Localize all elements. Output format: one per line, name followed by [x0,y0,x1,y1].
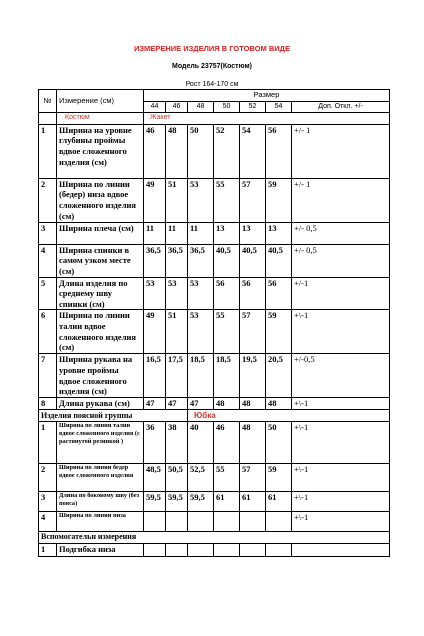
tolerance-value: +/- 0,5 [292,244,390,277]
size-value-52: 54 [240,124,266,178]
size-value-52 [240,512,266,532]
size-value-48: 53 [188,178,214,222]
size-value-46: 38 [166,422,188,464]
tolerance-value: +\-1 [292,464,390,492]
size-value-44: 36,5 [144,244,166,277]
size-value-44 [144,512,166,532]
table-row [39,543,390,556]
table-row [39,464,390,492]
tolerance-value: +/- 0,5 [292,222,390,244]
tolerance-value: +/-0,5 [292,354,390,398]
table-row [39,512,390,532]
size-value-48: 11 [188,222,214,244]
size-value-50: 55 [214,310,240,354]
size-value-50: 52 [214,124,240,178]
size-value-46: 51 [166,310,188,354]
size-value-46: 11 [166,222,188,244]
size-value-50: 40,5 [214,244,240,277]
size-value-50: 56 [214,277,240,310]
size-value-52: 57 [240,178,266,222]
size-value-44: 46 [144,124,166,178]
size-value-44: 49 [144,310,166,354]
table-row [39,398,390,410]
row-description: Ширина рукава на уровне проймы вдвое сложенного изделия (см) [57,354,144,398]
row-number: 1 [39,422,57,464]
table-row [39,492,390,512]
size-value-46: 47 [166,398,188,410]
size-value-48: 40 [188,422,214,464]
row-number: 1 [39,543,57,556]
empty-cell [292,543,390,556]
empty-cell [166,543,188,556]
size-value-54: 40,5 [266,244,292,277]
size-value-52: 57 [240,310,266,354]
row-description: Ширина по линии (бедер) низа вдвое сложенного изделия (см) [57,178,144,222]
size-value-48: 53 [188,310,214,354]
row-number: 4 [39,512,57,532]
size-value-44: 53 [144,277,166,310]
size-value-50: 48 [214,398,240,410]
tolerance-value: +\-1 [292,398,390,410]
col-header-measure: Измерение (см) [57,90,144,113]
table-row [39,354,390,398]
size-header-52: 52 [240,101,266,113]
size-value-50: 55 [214,178,240,222]
table-row [39,124,390,178]
empty-cell [188,543,214,556]
row-description: Подгибка низа [57,543,144,556]
row-number: 4 [39,244,57,277]
page-title: ИЗМЕРЕНИЕ ИЗДЕЛИЯ В ГОТОВОМ ВИДЕ [133,44,291,53]
size-value-54: 59 [266,178,292,222]
tolerance-value: +/- 1 [292,124,390,178]
table-row [39,277,390,310]
size-value-52: 57 [240,464,266,492]
tolerance-value: +/-1 [292,277,390,310]
size-value-44: 59,5 [144,492,166,512]
size-value-46: 59,5 [166,492,188,512]
row-description: Ширина по линии бедер вдвое сложенного изделия [57,464,144,492]
size-value-46: 48 [166,124,188,178]
size-value-46 [166,512,188,532]
size-value-48: 18,5 [188,354,214,398]
row-description: Ширина по линии талии вдвое сложенного изделия (с растянутой резинкой ) [57,422,144,464]
row-description: Ширина по линии низа [57,512,144,532]
size-value-50: 55 [214,464,240,492]
row-description: Ширина на уровне глубины проймы вдвое сложенного изделия (см) [57,124,144,178]
size-value-52: 61 [240,492,266,512]
size-header-44: 44 [144,101,166,113]
section-skirt: Юбка [188,410,390,422]
size-header-54: 54 [266,101,292,113]
size-value-54: 50 [266,422,292,464]
col-header-no: № [39,90,57,113]
size-value-44: 48,5 [144,464,166,492]
size-value-54: 59 [266,464,292,492]
section-aux: Вспомогательн измерения [39,532,390,544]
size-value-54 [266,512,292,532]
size-value-54: 20,5 [266,354,292,398]
size-value-48: 50 [188,124,214,178]
size-value-52: 13 [240,222,266,244]
row-number: 1 [39,124,57,178]
size-value-48: 53 [188,277,214,310]
row-number: 6 [39,310,57,354]
row-description: Длина рукава (см) [57,398,144,410]
measurement-table [38,89,390,557]
row-number: 2 [39,464,57,492]
size-value-52: 48 [240,398,266,410]
size-value-48: 59,5 [188,492,214,512]
row-number: 2 [39,178,57,222]
size-value-54: 13 [266,222,292,244]
section-waist-group: Изделия поясной группы [39,410,188,422]
size-value-46: 53 [166,277,188,310]
size-value-44: 49 [144,178,166,222]
tolerance-value: +\-1 [292,512,390,532]
size-value-50: 13 [214,222,240,244]
size-value-52: 40,5 [240,244,266,277]
section-jacket: Жакет [144,113,390,125]
col-header-size: Размер [144,90,390,102]
size-value-44: 47 [144,398,166,410]
tolerance-value: +\-1 [292,310,390,354]
empty-cell [240,543,266,556]
size-value-52: 56 [240,277,266,310]
size-value-48: 36,5 [188,244,214,277]
size-header-46: 46 [166,101,188,113]
row-number: 7 [39,354,57,398]
model-label: Модель 23757(Костюм) [171,63,252,70]
empty-cell [266,543,292,556]
size-value-48: 52,5 [188,464,214,492]
empty-cell [144,543,166,556]
size-value-46: 50,5 [166,464,188,492]
row-number: 8 [39,398,57,410]
table-row [39,310,390,354]
row-description: Ширина по линии талии вдвое сложенного изделия (см) [57,310,144,354]
row-description: Ширина спинки в самом узком месте (см) [57,244,144,277]
size-value-44: 16,5 [144,354,166,398]
size-value-54: 61 [266,492,292,512]
tolerance-value: +\-1 [292,492,390,512]
height-label: Рост 164-170 см [185,81,239,88]
col-header-tolerance: Доп. Откл. +/- [292,101,390,113]
tolerance-value: +/- 1 [292,178,390,222]
size-value-52: 48 [240,422,266,464]
size-value-50 [214,512,240,532]
size-value-48: 47 [188,398,214,410]
empty-cell [214,543,240,556]
size-value-50: 61 [214,492,240,512]
row-number: 3 [39,222,57,244]
section-costume: Костюм [57,113,144,125]
size-value-52: 19,5 [240,354,266,398]
size-value-48 [188,512,214,532]
table-row [39,244,390,277]
table-row [39,222,390,244]
size-value-54: 59 [266,310,292,354]
row-description: Длина изделия по среднему шву спинки (см) [57,277,144,310]
row-number: 3 [39,492,57,512]
size-value-54: 56 [266,124,292,178]
row-description: Длина по боковому шву (без пояса) [57,492,144,512]
size-value-50: 18,5 [214,354,240,398]
table-row [39,422,390,464]
size-value-44: 36 [144,422,166,464]
size-value-44: 11 [144,222,166,244]
size-value-46: 36,5 [166,244,188,277]
size-value-54: 56 [266,277,292,310]
size-value-54: 48 [266,398,292,410]
tolerance-value: +\-1 [292,422,390,464]
row-description: Ширина плеча (см) [57,222,144,244]
size-header-48: 48 [188,101,214,113]
size-value-46: 51 [166,178,188,222]
size-header-50: 50 [214,101,240,113]
table-row [39,178,390,222]
size-value-46: 17,5 [166,354,188,398]
row-number: 5 [39,277,57,310]
size-value-50: 46 [214,422,240,464]
